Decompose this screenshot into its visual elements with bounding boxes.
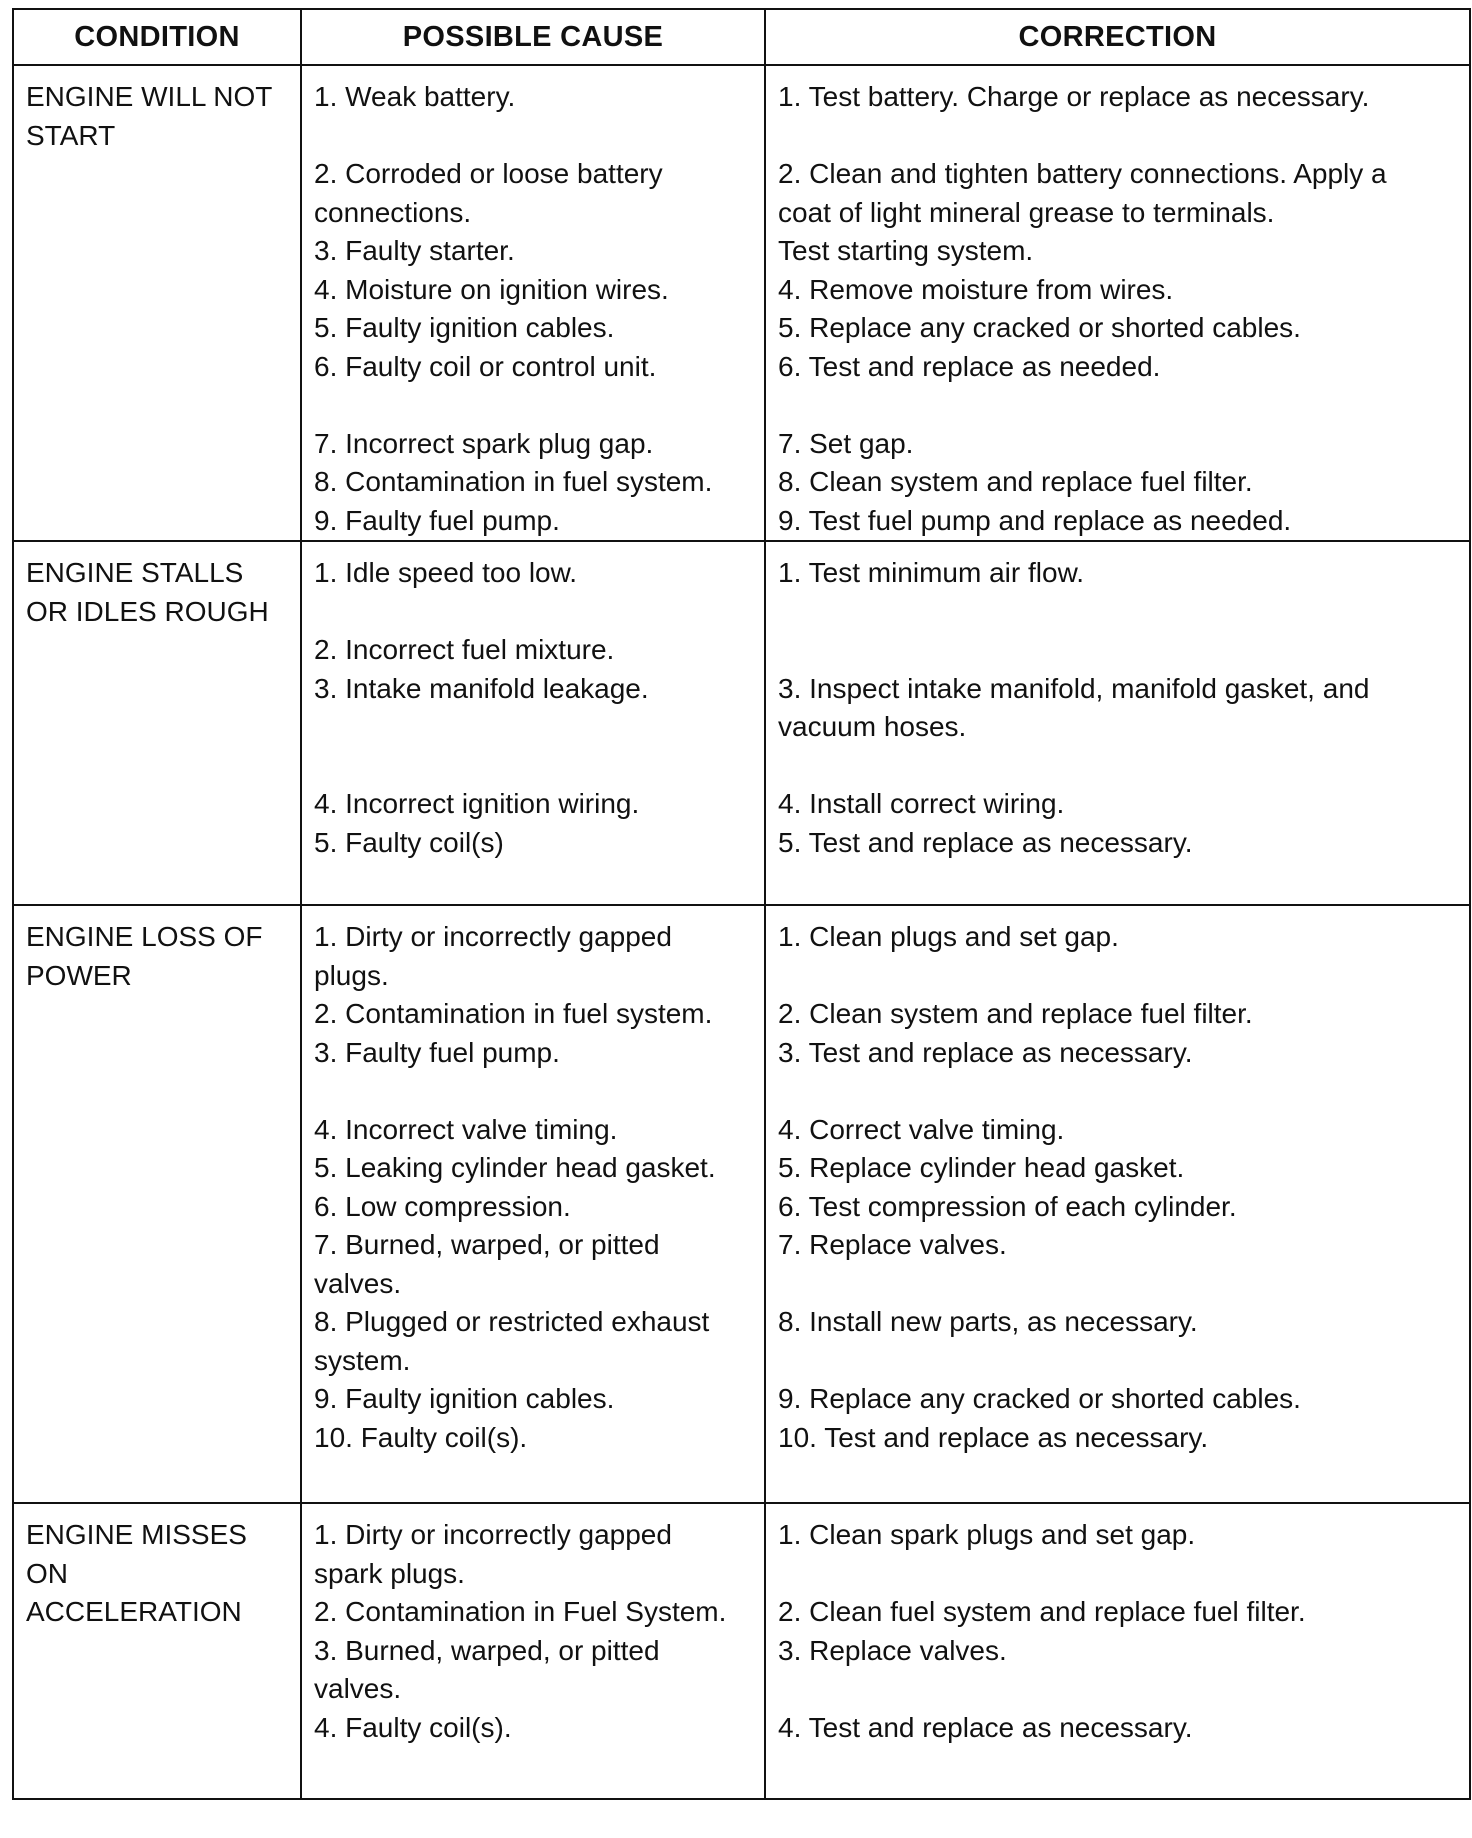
condition-cell [13, 905, 301, 1503]
cause-line: valves. [314, 1267, 402, 1299]
cause-line: 10. Faulty coil(s). [314, 1421, 528, 1453]
correction-line: 5. Replace cylinder head gasket. [778, 1152, 1185, 1183]
cause-line: 2. Contamination in fuel system. [314, 998, 713, 1029]
cause-line: 8. Plugged or restricted exhaust [314, 1306, 710, 1337]
cause-line: 9. Faulty fuel pump. [314, 504, 560, 536]
correction-line: 1. Test minimum air flow. [778, 557, 1085, 588]
cause-line: 3. Intake manifold leakage. [314, 672, 649, 704]
condition-line: ACCELERATION [26, 1596, 242, 1627]
cause-line: 3. Burned, warped, or pitted [314, 1634, 660, 1666]
correction-line: 2. Clean and tighten battery connections. Apply a [778, 158, 1387, 189]
correction-line: 1. Clean spark plugs and set gap. [778, 1519, 1196, 1550]
cause-line: 2. Incorrect fuel mixture. [314, 634, 615, 665]
correction-line: vacuum hoses. [778, 711, 967, 742]
correction-line: 9. Test fuel pump and replace as needed. [778, 504, 1292, 536]
cause-line [314, 117, 752, 156]
cause-line: 3. Faulty fuel pump. [314, 1036, 560, 1068]
condition-line: ON [26, 1557, 68, 1589]
correction-line: 3. Test and replace as necessary. [778, 1036, 1193, 1068]
condition-line: OR IDLES ROUGH [26, 595, 269, 627]
correction-line [778, 957, 1457, 996]
cause-line: 5. Leaking cylinder head gasket. [314, 1152, 716, 1183]
cause-line: spark plugs. [314, 1557, 465, 1589]
cause-line: 7. Burned, warped, or pitted [314, 1229, 660, 1260]
correction-cell [765, 1503, 1470, 1799]
condition-cell [13, 1503, 301, 1799]
header-possible-cause: POSSIBLE CAUSE [301, 9, 765, 65]
correction-line: 7. Set gap. [778, 427, 914, 459]
cause-line: 9. Faulty ignition cables. [314, 1383, 615, 1414]
correction-line: 9. Replace any cracked or shorted cables. [778, 1383, 1301, 1414]
condition-line: ENGINE STALLS [26, 557, 244, 588]
header-correction: CORRECTION [765, 9, 1470, 65]
cause-line: valves. [314, 1673, 402, 1704]
correction-line [778, 1670, 1457, 1709]
correction-line: 8. Install new parts, as necessary. [778, 1306, 1198, 1337]
cause-line: 8. Contamination in fuel system. [314, 466, 713, 497]
condition-cell [13, 541, 301, 905]
correction-line: 1. Test battery. Charge or replace as necessary. [778, 81, 1370, 112]
cause-line: 3. Faulty starter. [314, 235, 515, 266]
correction-line [778, 1342, 1457, 1381]
correction-line: 4. Install correct wiring. [778, 788, 1065, 819]
cause-cell [301, 1503, 765, 1799]
cause-line: 2. Contamination in Fuel System. [314, 1596, 727, 1627]
table-row [13, 541, 1470, 905]
cause-cell [301, 65, 765, 541]
cause-line: 4. Faulty coil(s). [314, 1711, 512, 1743]
cause-line [314, 747, 752, 786]
header-condition: CONDITION [13, 9, 301, 65]
cause-line: 5. Faulty coil(s) [314, 826, 504, 858]
correction-line [778, 117, 1457, 156]
condition-line: ENGINE MISSES [26, 1519, 247, 1550]
correction-line: 1. Clean plugs and set gap. [778, 921, 1119, 952]
cause-line: 1. Dirty or incorrectly gapped [314, 921, 672, 952]
cause-line: plugs. [314, 959, 389, 991]
cause-line: 1. Weak battery. [314, 81, 516, 112]
correction-line [778, 747, 1457, 786]
correction-line: 6. Test compression of each cylinder. [778, 1190, 1237, 1222]
cause-line: connections. [314, 196, 472, 228]
correction-line [778, 1072, 1457, 1111]
cause-line: 1. Dirty or incorrectly gapped [314, 1519, 672, 1550]
correction-line: 7. Replace valves. [778, 1229, 1007, 1260]
condition-cell [13, 65, 301, 541]
correction-line: 5. Test and replace as necessary. [778, 826, 1193, 858]
correction-line: 4. Remove moisture from wires. [778, 273, 1174, 305]
correction-line: 3. Inspect intake manifold, manifold gasket, and [778, 672, 1370, 704]
correction-line: 10. Test and replace as necessary. [778, 1421, 1209, 1453]
correction-line [778, 593, 1457, 632]
cause-line: 1. Idle speed too low. [314, 557, 578, 588]
cause-line [314, 386, 752, 425]
correction-cell [765, 541, 1470, 905]
table-row [13, 905, 1470, 1503]
correction-line [778, 386, 1457, 425]
condition-line: POWER [26, 959, 132, 991]
correction-line: 4. Test and replace as necessary. [778, 1711, 1193, 1743]
condition-line: ENGINE LOSS OF [26, 921, 263, 952]
cause-line: 6. Faulty coil or control unit. [314, 350, 657, 382]
cause-line: system. [314, 1344, 411, 1376]
cause-cell [301, 541, 765, 905]
cause-line: 4. Moisture on ignition wires. [314, 273, 669, 305]
cause-line: 4. Incorrect ignition wiring. [314, 788, 640, 819]
condition-line: START [26, 119, 116, 151]
condition-line: ENGINE WILL NOT [26, 81, 273, 112]
cause-line: 5. Faulty ignition cables. [314, 312, 615, 343]
correction-line: 3. Replace valves. [778, 1634, 1007, 1666]
cause-line: 4. Incorrect valve timing. [314, 1113, 618, 1145]
correction-cell [765, 905, 1470, 1503]
correction-line: 2. Clean fuel system and replace fuel filter. [778, 1596, 1306, 1627]
correction-line: 2. Clean system and replace fuel filter. [778, 998, 1253, 1029]
cause-line [314, 593, 752, 632]
header-row [13, 9, 1470, 65]
correction-line [778, 631, 1457, 670]
correction-line [778, 1555, 1457, 1594]
cause-line: 7. Incorrect spark plug gap. [314, 427, 654, 459]
table-row [13, 1503, 1470, 1799]
correction-cell [765, 65, 1470, 541]
correction-line: 6. Test and replace as needed. [778, 350, 1161, 382]
correction-line: 5. Replace any cracked or shorted cables. [778, 312, 1301, 343]
correction-line: 4. Correct valve timing. [778, 1113, 1065, 1145]
cause-line: 2. Corroded or loose battery [314, 158, 663, 189]
correction-line: 8. Clean system and replace fuel filter. [778, 466, 1253, 497]
table-row [13, 65, 1470, 541]
cause-cell [301, 905, 765, 1503]
correction-line [778, 1265, 1457, 1304]
cause-line [314, 708, 752, 747]
cause-line [314, 1072, 752, 1111]
correction-line: Test starting system. [778, 235, 1034, 266]
correction-line: coat of light mineral grease to terminals. [778, 196, 1275, 228]
troubleshooting-table [12, 8, 1471, 1800]
cause-line: 6. Low compression. [314, 1190, 571, 1222]
